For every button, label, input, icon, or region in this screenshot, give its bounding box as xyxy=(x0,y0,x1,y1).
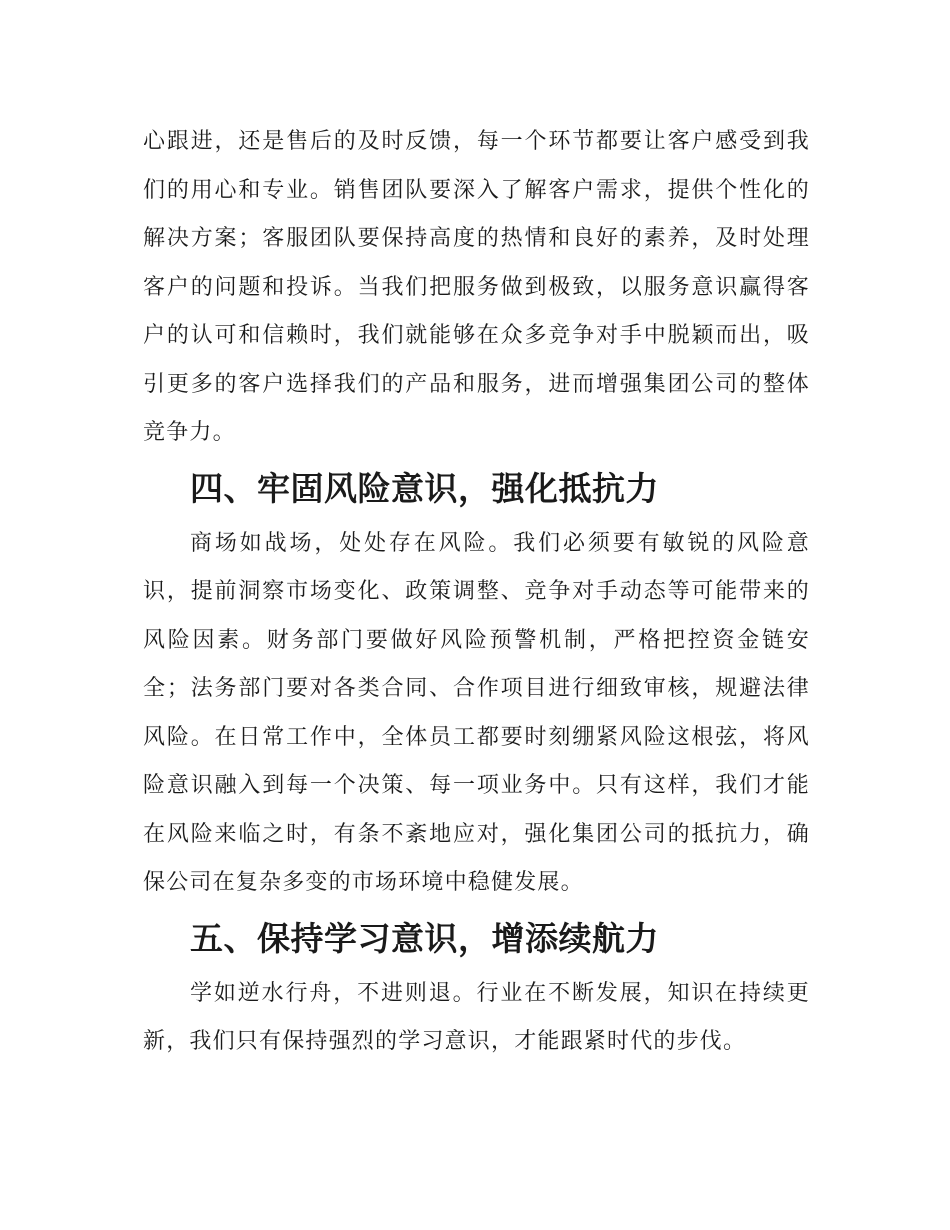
paragraph-service-continuation: 心跟进，还是售后的及时反馈，每一个环节都要让客户感受到我们的用心和专业。销售团队要深入了解客户需求，提供个性化的解决方案；客服团队要保持高度的热情和良好的素养，及时处理客户的问题和投诉。当我们把服务做到极致，以服务意识赢得客户的认可和信赖时，我们就能够在众多竞争对手中脱颖而出，吸引更多的客户选择我们的产品和服务，进而增强集团公司的整体竞争力。 xyxy=(143,129,810,445)
section-heading-risk-awareness: 四、牢固风险意识，强化抵抗力 xyxy=(190,468,659,508)
document-body xyxy=(143,118,810,1067)
section-heading-learning-awareness: 五、保持学习意识，增添续航力 xyxy=(190,918,659,958)
paragraph-risk-awareness: 商场如战场，处处存在风险。我们必须要有敏锐的风险意识，提前洞察市场变化、政策调整、竞争对手动态等可能带来的风险因素。财务部门要做好风险预警机制，严格把控资金链安全；法务部门要对各类合同、合作项目进行细致审核，规避法律风险。在日常工作中，全体员工都要时刻绷紧风险这根弦，将风险意识融入到每一个决策、每一项业务中。只有这样，我们才能在风险来临之时，有条不紊地应对，强化集团公司的抵抗力，确保公司在复杂多变的市场环境中稳健发展。 xyxy=(143,530,810,895)
paragraph-learning-awareness: 学如逆水行舟，不进则退。行业在不断发展，知识在持续更新，我们只有保持强烈的学习意识，才能跟紧时代的步伐。 xyxy=(143,980,810,1054)
